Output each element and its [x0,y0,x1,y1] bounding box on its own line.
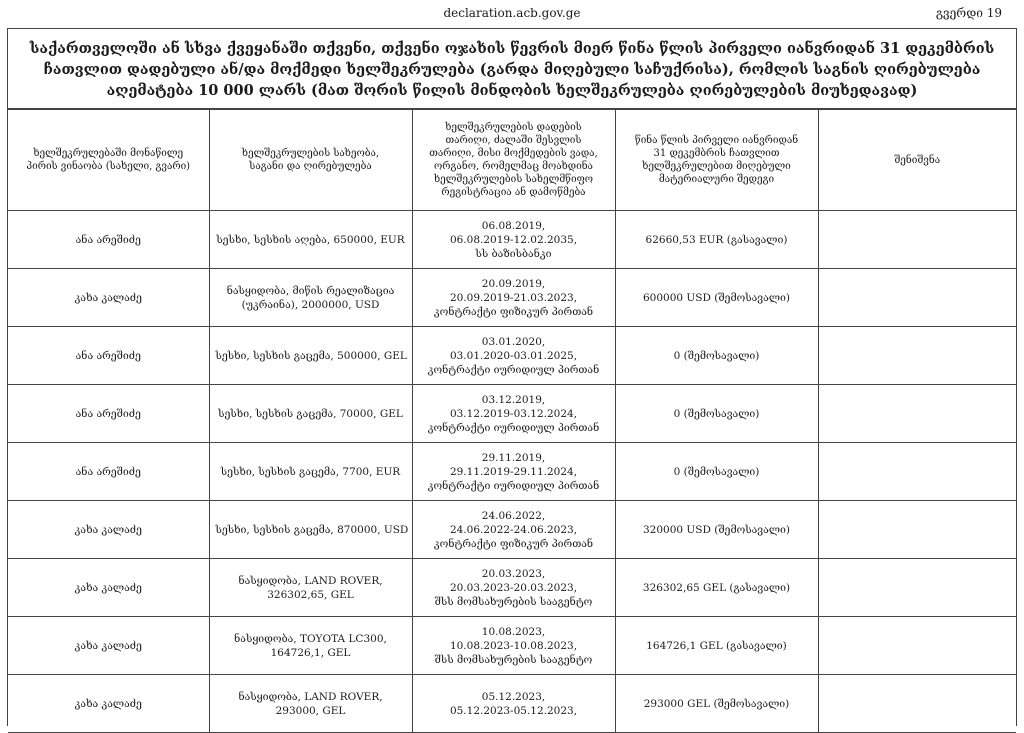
section-title-line: საქართველოში ან სხვა ქვეყანაში თქვენი, თქვენი ოჯახის წევრის მიერ წინა წლის პირველი იანვრიდან 31 დეკემბრის [29,40,995,57]
cell-person: კახა კალაძე [8,559,209,617]
cell-note [818,559,1016,617]
cell-note [818,675,1016,733]
cell-result: 600000 USD (შემოსავალი) [615,269,818,327]
cell-dates [412,617,615,675]
cell-dates [412,443,615,501]
cell-line: სს ბაზისბანკი [475,247,552,260]
cell-line: 20.03.2023, [481,567,546,580]
cell-note [818,385,1016,443]
cell-note [818,501,1016,559]
cell-line: 03.12.2019, [481,393,546,406]
cell-note [818,269,1016,327]
cell-line: 06.08.2019-12.02.2035, [449,233,578,246]
cell-line: კონტრაქტი ფიზიკურ პირთან [433,537,594,550]
cell-line: 05.12.2023-05.12.2023, [449,704,578,717]
table-row [8,327,1016,385]
table-row [8,501,1016,559]
cell-line: 03.01.2020-03.01.2025, [449,349,578,362]
cell-contract [209,501,412,559]
column-header-result: წინა წლის პირველი იანვრიდან 31 დეკემბრის ჩათვლით ხელშეკრულებით მიღებული მატერიალური შედეგი [615,110,818,211]
cell-line: სესხი, სესხის გაცემა, 500000, GEL [215,349,407,362]
cell-line: 10.08.2023-10.08.2023, [449,639,578,652]
table-row [8,675,1016,733]
cell-line: (უკრაინა), 2000000, USD [241,298,380,311]
cell-line: კონტრაქტი იურიდიულ პირთან [427,421,600,434]
cell-line: 29.11.2019, [481,451,546,464]
section-title-line: ჩათვლით დადებული ან/და მოქმედი ხელშეკრულება (გარდა მიღებული საჩუქრისა), რომლის საგნის ღირებულება [43,61,981,78]
table-row [8,443,1016,501]
cell-dates [412,385,615,443]
cell-line: 20.09.2019, [481,277,546,290]
cell-line: შსს მომსახურების სააგენტო [434,595,593,608]
cell-line: 24.06.2022, [481,509,546,522]
cell-result: 0 (შემოსავალი) [615,327,818,385]
page-header [0,0,1024,28]
cell-dates [412,327,615,385]
cell-line: 20.09.2019-21.03.2023, [449,291,578,304]
cell-line: 10.08.2023, [481,625,546,638]
cell-contract [209,269,412,327]
cell-line: შსს მომსახურების სააგენტო [434,653,593,666]
cell-contract [209,675,412,733]
cell-person: ანა არეშიძე [8,211,209,269]
cell-line: კონტრაქტი იურიდიულ პირთან [427,479,600,492]
column-header-person: ხელშეკრულებაში მონაწილე პირის ვინაობა (სახელი, გვარი) [8,110,209,211]
cell-line: 29.11.2019-29.11.2024, [449,465,578,478]
cell-result: 164726,1 GEL (გასავალი) [615,617,818,675]
cell-line: სესხი, სესხის აღება, 650000, EUR [216,233,405,246]
cell-line: 293000, GEL [275,704,346,717]
cell-person: კახა კალაძე [8,269,209,327]
column-header-dates: ხელშეკრულების დადების თარიღი, ძალაში შესვლის თარიღი, მისი მოქმედების ვადა, ორგანო, რომელმაც მოახდინა ხელშეკრულების სახელმწიფო რეგისტრაცია ან დამოწმება [412,110,615,211]
table-row [8,211,1016,269]
cell-line: 326302,65, GEL [267,588,354,601]
cell-result: 326302,65 GEL (გასავალი) [615,559,818,617]
cell-person: კახა კალაძე [8,675,209,733]
cell-line: ნასყიდობა, TOYOTA LC300, [234,632,387,645]
cell-line: 164726,1, GEL [270,646,351,659]
cell-line: 03.01.2020, [481,335,546,348]
cell-note [818,617,1016,675]
cell-line: კონტრაქტი იურიდიულ პირთან [427,363,600,376]
cell-line: სესხი, სესხის გაცემა, 70000, GEL [218,407,403,420]
cell-line: 05.12.2023, [481,690,546,703]
table-row [8,269,1016,327]
column-header-contract: ხელშეკრულების სახეობა, საგანი და ღირებულება [209,110,412,211]
cell-line: სესხი, სესხის გაცემა, 7700, EUR [220,465,401,478]
page-number: გვერდი 19 [935,6,1002,20]
cell-result: 0 (შემოსავალი) [615,385,818,443]
table-header-row [8,110,1016,211]
cell-dates [412,559,615,617]
cell-line: 20.03.2023-20.03.2023, [449,581,578,594]
cell-contract [209,385,412,443]
cell-person: ანა არეშიძე [8,385,209,443]
site-url: declaration.acb.gov.ge [443,6,581,20]
cell-note [818,327,1016,385]
contracts-table-body [8,110,1016,733]
table-row [8,385,1016,443]
cell-person: კახა კალაძე [8,501,209,559]
cell-person: ანა არეშიძე [8,327,209,385]
cell-dates [412,211,615,269]
cell-person: კახა კალაძე [8,617,209,675]
document-frame [7,28,1017,726]
cell-contract [209,559,412,617]
cell-dates [412,269,615,327]
table-row [8,559,1016,617]
cell-dates [412,501,615,559]
cell-note [818,211,1016,269]
cell-line: სესხი, სესხის გაცემა, 870000, USD [215,523,409,536]
cell-line: 03.12.2019-03.12.2024, [449,407,578,420]
cell-dates [412,675,615,733]
cell-contract [209,327,412,385]
column-header-note: შენიშვნა [818,110,1016,211]
cell-line: 06.08.2019, [481,219,546,232]
cell-result: 293000 GEL (შემოსავალი) [615,675,818,733]
cell-line: ნასყიდობა, მიწის რეალიზაცია [226,284,395,297]
cell-line: ნასყიდობა, LAND ROVER, [238,690,383,703]
cell-result: 62660,53 EUR (გასავალი) [615,211,818,269]
cell-line: ნასყიდობა, LAND ROVER, [238,574,383,587]
contracts-table [8,109,1016,733]
cell-result: 0 (შემოსავალი) [615,443,818,501]
section-title-line: აღემატება 10 000 ლარს (მათ შორის წილის მინდობის ხელშეკრულება ღირებულების მიუხედავად) [106,82,918,99]
cell-line: კონტრაქტი ფიზიკურ პირთან [433,305,594,318]
cell-contract [209,617,412,675]
cell-note [818,443,1016,501]
cell-line: 24.06.2022-24.06.2023, [449,523,578,536]
cell-contract [209,443,412,501]
section-title [8,29,1016,109]
cell-person: ანა არეშიძე [8,443,209,501]
cell-contract [209,211,412,269]
cell-result: 320000 USD (შემოსავალი) [615,501,818,559]
table-row [8,617,1016,675]
